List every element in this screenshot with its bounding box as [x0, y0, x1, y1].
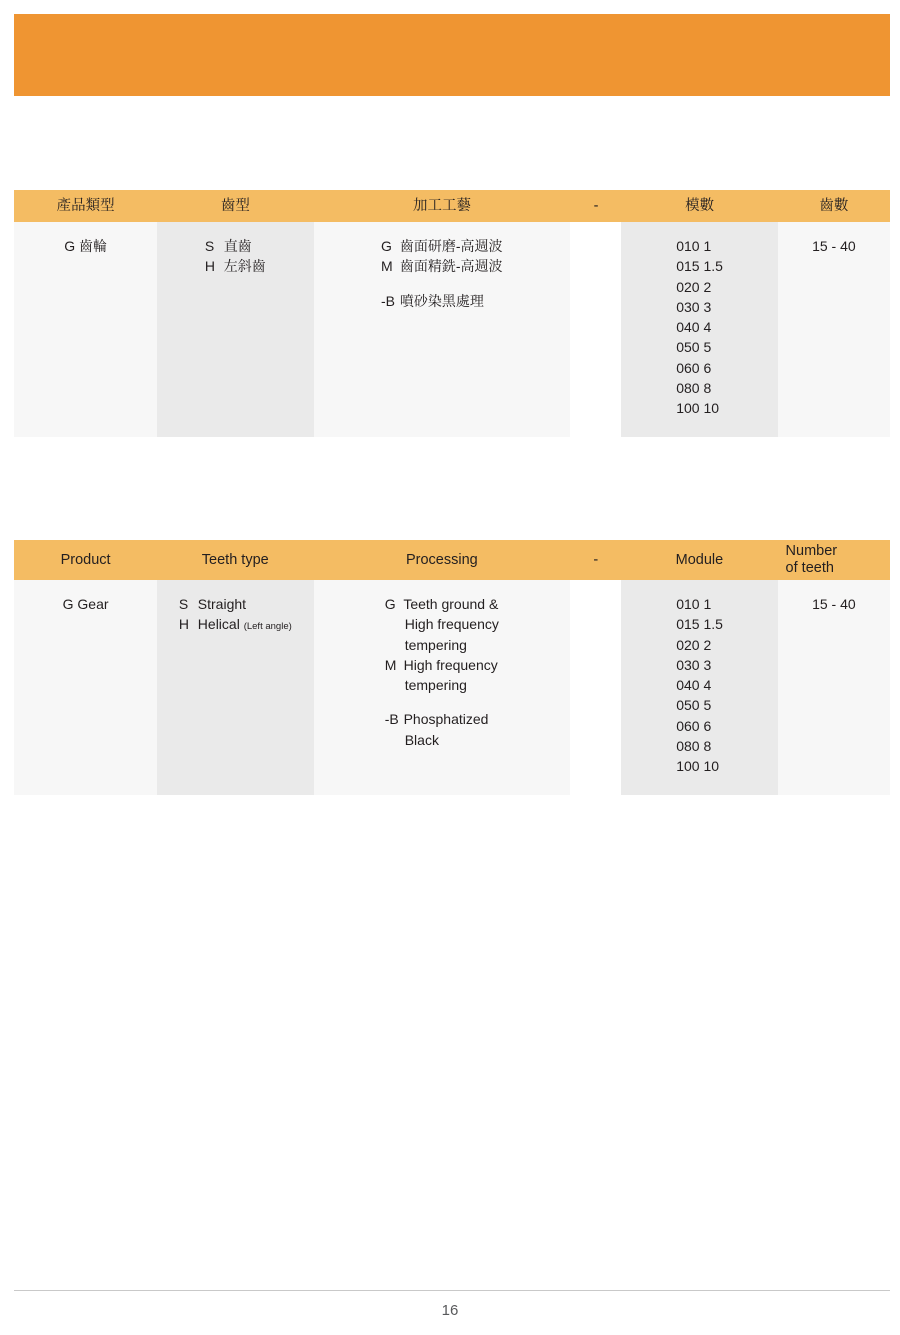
module-option: 050 5 — [676, 697, 712, 714]
processing-label: Phosphatized — [403, 711, 489, 728]
processing-label: 齒面研磨-高週波 — [399, 238, 503, 254]
processing-label: 齒面精銑-高週波 — [399, 258, 503, 275]
cell-processing — [314, 222, 571, 437]
processing-label-cont: tempering — [404, 677, 467, 694]
teeth-type-option — [205, 256, 266, 276]
processing-code: G — [384, 596, 396, 612]
coding-table-english — [14, 540, 890, 795]
cell-module — [621, 580, 777, 795]
teeth-type-note: (Left angle) — [243, 621, 292, 633]
module-option: 050 5 — [676, 339, 712, 356]
module-option: 060 6 — [676, 359, 712, 376]
column-header-product: Product — [60, 551, 111, 568]
module-option: 010 1 — [676, 238, 712, 254]
teeth-type-label: Straight — [197, 596, 247, 612]
module-option: 030 3 — [676, 656, 712, 673]
cell-teeth-type — [157, 580, 313, 795]
processing-label: High frequency — [403, 656, 498, 673]
module-option: 080 8 — [676, 738, 712, 755]
product-value: G Gear — [62, 596, 109, 612]
processing-label: Teeth ground & — [403, 596, 499, 612]
spacer — [385, 695, 499, 709]
module-option: 020 2 — [676, 278, 712, 295]
cell-dash — [570, 222, 621, 437]
column-header-teeth-type: Teeth type — [201, 551, 269, 568]
cell-product — [14, 580, 157, 795]
teeth-type-option — [179, 614, 292, 634]
cell-number-of-teeth — [778, 580, 890, 795]
column-header-number-of-teeth — [778, 543, 890, 576]
column-header-processing: 加工工藝 — [413, 197, 471, 214]
processing-option — [385, 594, 499, 614]
cell-processing — [314, 580, 571, 795]
module-option: 020 2 — [676, 636, 712, 653]
processing-code: -B — [384, 711, 399, 728]
processing-code: G — [381, 238, 392, 254]
number-of-teeth-header-line1: Number — [785, 543, 838, 560]
number-of-teeth-value: 15 - 40 — [812, 238, 856, 254]
cell-product — [14, 222, 157, 437]
column-header-teeth-type: 齒型 — [220, 197, 250, 214]
coding-table-chinese — [14, 190, 890, 437]
header-banner — [14, 14, 890, 96]
module-option: 015 1.5 — [676, 616, 723, 633]
processing-option — [381, 291, 503, 311]
processing-option — [381, 256, 503, 276]
table-body-row — [14, 580, 890, 795]
footer-divider — [14, 1290, 890, 1291]
module-option: 030 3 — [676, 298, 712, 315]
teeth-type-code: H — [178, 616, 190, 633]
column-header-processing: Processing — [405, 551, 478, 568]
processing-option — [381, 236, 503, 256]
spacer — [381, 277, 503, 291]
module-option: 100 10 — [676, 758, 720, 775]
cell-teeth-type — [157, 222, 313, 437]
column-header-module: Module — [675, 551, 724, 568]
cell-dash — [570, 580, 621, 795]
number-of-teeth-value: 15 - 40 — [812, 596, 856, 612]
table-header-row — [14, 190, 890, 222]
cell-module — [621, 222, 777, 437]
processing-code: -B — [381, 292, 395, 309]
page-number: 16 — [441, 1302, 459, 1319]
column-header-dash: - — [593, 551, 599, 568]
module-option: 080 8 — [676, 380, 712, 397]
module-option: 015 1.5 — [676, 258, 723, 275]
cell-number-of-teeth — [778, 222, 890, 437]
teeth-type-option — [205, 236, 266, 256]
column-header-product: 產品類型 — [56, 197, 115, 214]
teeth-type-label: 直齒 — [223, 238, 252, 254]
processing-label-cont: High frequency — [404, 616, 499, 633]
module-option: 100 10 — [676, 400, 720, 417]
teeth-type-option — [179, 594, 292, 614]
teeth-type-code: H — [204, 258, 216, 275]
column-header-number-of-teeth: 齒數 — [819, 197, 849, 214]
table-body-row — [14, 222, 890, 437]
table-header-row — [14, 540, 890, 580]
processing-option — [385, 655, 499, 675]
processing-code: M — [384, 656, 397, 673]
processing-label-cont: Black — [404, 731, 439, 748]
processing-label: 噴砂染黑處理 — [399, 292, 484, 309]
processing-option — [385, 709, 499, 729]
teeth-type-code: S — [178, 596, 189, 612]
module-option: 040 4 — [676, 319, 712, 336]
column-header-dash: - — [593, 197, 599, 214]
product-value: G 齒輪 — [64, 238, 107, 254]
teeth-type-label: Helical — [197, 616, 240, 633]
column-header-module: 模數 — [685, 197, 715, 214]
module-option: 010 1 — [676, 596, 712, 612]
module-option: 060 6 — [676, 717, 712, 734]
processing-label-cont: tempering — [404, 636, 467, 653]
teeth-type-label: 左斜齒 — [223, 258, 266, 275]
number-of-teeth-header-line2: of teeth — [785, 560, 834, 576]
teeth-type-code: S — [204, 238, 215, 254]
processing-code: M — [381, 258, 393, 275]
module-option: 040 4 — [676, 677, 712, 694]
